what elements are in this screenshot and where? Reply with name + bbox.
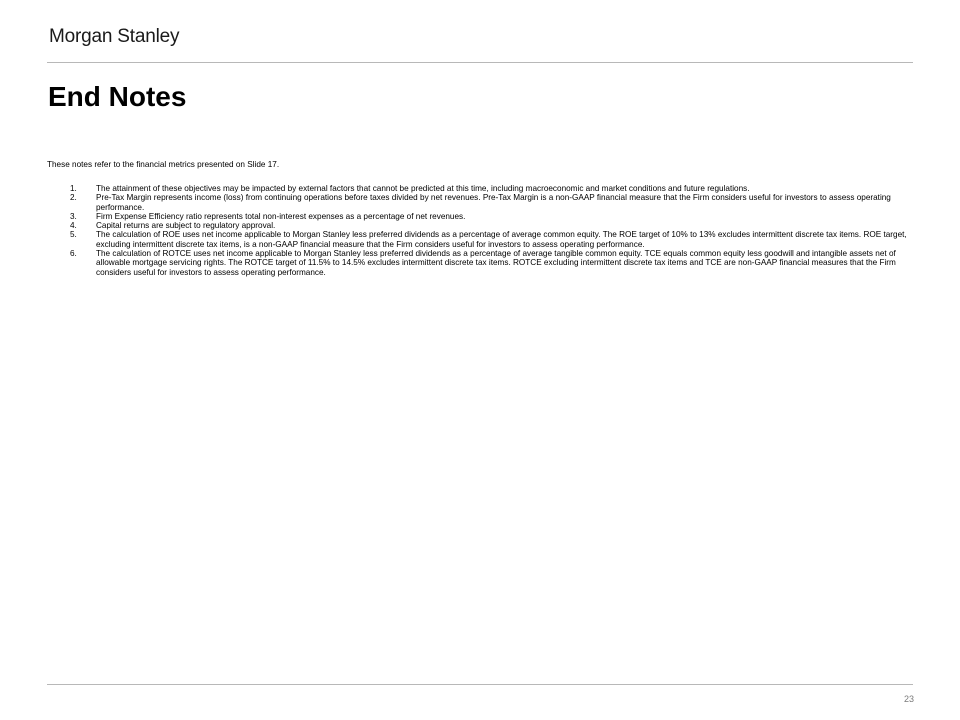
note-number: 5. <box>70 230 77 240</box>
note-text: The calculation of ROE uses net income applicable to Morgan Stanley less preferred dividends as a percentage of average common equity. The ROE target of 10% to 13% excludes intermittent discrete tax items. ROE target, excluding intermittent discrete tax items, is a non-GAAP financial measure that the Firm considers useful for investors to assess operating performance. <box>96 230 907 249</box>
note-number: 1. <box>70 184 77 193</box>
note-number: 4. <box>70 221 77 231</box>
note-text: The attainment of these objectives may be impacted by external factors that cannot be predicted at this time, including macroeconomic and market conditions and future regulations. <box>96 184 750 193</box>
footer-divider <box>47 684 913 685</box>
header-divider <box>47 62 913 63</box>
note-item <box>70 230 918 249</box>
note-item <box>70 221 918 230</box>
note-number: 2. <box>70 193 77 203</box>
note-text: Capital returns are subject to regulatory approval. <box>96 221 276 231</box>
page-number: 23 <box>903 694 914 704</box>
intro-text: These notes refer to the financial metrics presented on Slide 17. <box>47 160 280 169</box>
note-item <box>70 249 918 277</box>
note-number: 6. <box>70 249 77 259</box>
note-text: Pre-Tax Margin represents income (loss) from continuing operations before taxes divided by net revenues. Pre-Tax Margin is a non-GAAP financial measure that the Firm considers useful for investors to assess operating performance. <box>96 193 891 212</box>
page-title: End Notes <box>48 81 187 112</box>
end-notes-list <box>70 184 918 277</box>
note-text: Firm Expense Efficiency ratio represents total non-interest expenses as a percentage of net revenues. <box>96 211 466 221</box>
note-text: The calculation of ROTCE uses net income applicable to Morgan Stanley less preferred dividends as a percentage of average tangible common equity. TCE equals common equity less goodwill and intangible assets net of allowable mortgage servicing rights. The ROTCE target of 11.5% to 14.5% excludes intermittent discrete tax items. ROTCE excluding intermittent discrete tax items and TCE are non-GAAP financial measures that the Firm considers useful for investors to assess operating performance. <box>96 249 896 277</box>
note-item <box>70 184 918 193</box>
company-logo: Morgan Stanley <box>49 26 180 47</box>
note-item <box>70 212 918 221</box>
note-number: 3. <box>70 211 77 221</box>
note-item <box>70 193 918 212</box>
